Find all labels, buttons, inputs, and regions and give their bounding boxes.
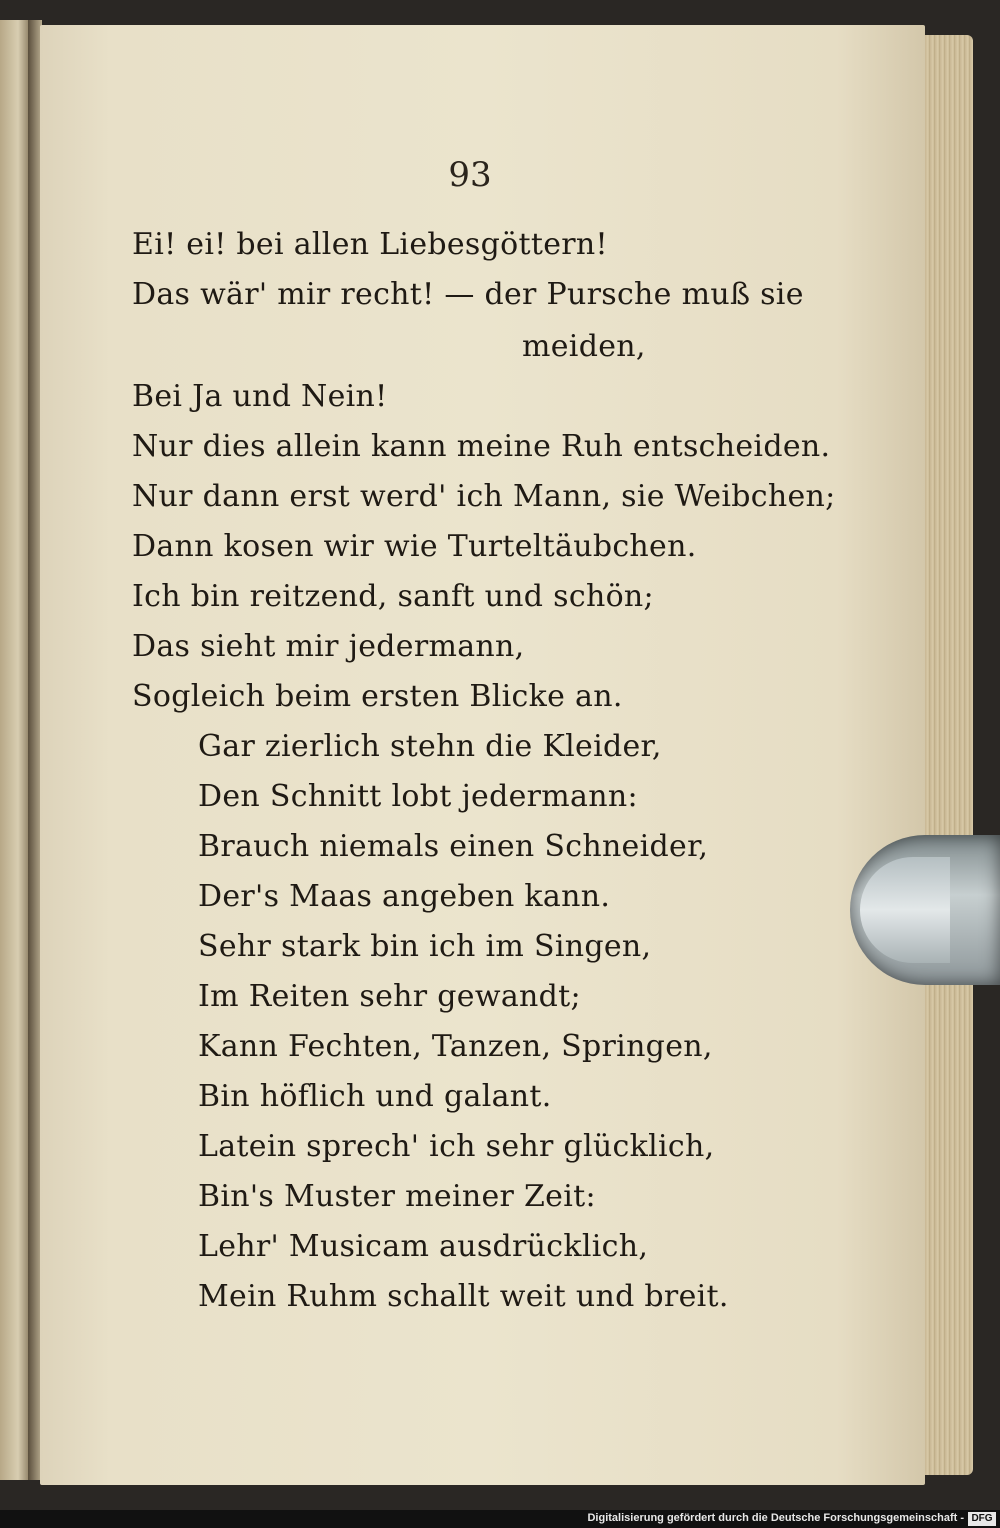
text-line: Der's Maas angeben kann. bbox=[198, 879, 611, 914]
text-line: Den Schnitt lobt jedermann: bbox=[198, 779, 638, 814]
text-line: Mein Ruhm schallt weit und breit. bbox=[198, 1279, 729, 1314]
text-line: Im Reiten sehr gewandt; bbox=[198, 979, 581, 1014]
text-line: Sogleich beim ersten Blicke an. bbox=[132, 679, 623, 714]
text-line: Kann Fechten, Tanzen, Springen, bbox=[198, 1029, 713, 1064]
text-line: Bin's Muster meiner Zeit: bbox=[198, 1179, 596, 1214]
text-line: Latein sprech' ich sehr glücklich, bbox=[198, 1129, 715, 1164]
text-line: Bin höflich und galant. bbox=[198, 1079, 552, 1114]
text-line: Das sieht mir jedermann, bbox=[132, 629, 525, 664]
text-line: Ich bin reitzend, sanft und schön; bbox=[132, 579, 654, 614]
text-line: Bei Ja und Nein! bbox=[132, 379, 388, 414]
text-line: Lehr' Musicam ausdrücklich, bbox=[198, 1229, 649, 1264]
dfg-logo: DFG bbox=[968, 1512, 996, 1526]
text-line: Das wär' mir recht! — der Pursche muß sie bbox=[132, 277, 804, 312]
book-clip-highlight bbox=[860, 857, 950, 963]
text-line: meiden, bbox=[522, 329, 646, 364]
digitization-credit: Digitalisierung gefördert durch die Deutsche Forschungsgemeinschaft - bbox=[587, 1512, 964, 1524]
text-line: Nur dies allein kann meine Ruh entscheiden. bbox=[132, 429, 831, 464]
text-line: Ei! ei! bei allen Liebesgöttern! bbox=[132, 227, 608, 262]
text-line: Sehr stark bin ich im Singen, bbox=[198, 929, 652, 964]
page-text bbox=[40, 25, 925, 1485]
text-line: Brauch niemals einen Schneider, bbox=[198, 829, 709, 864]
book-page bbox=[40, 25, 925, 1485]
text-line: Dann kosen wir wie Turteltäubchen. bbox=[132, 529, 697, 564]
text-line: Gar zierlich stehn die Kleider, bbox=[198, 729, 662, 764]
text-line: Nur dann erst werd' ich Mann, sie Weibchen; bbox=[132, 479, 836, 514]
book-clip bbox=[850, 835, 1000, 985]
left-page-edge bbox=[0, 20, 30, 1480]
page-number: 93 bbox=[448, 155, 492, 195]
